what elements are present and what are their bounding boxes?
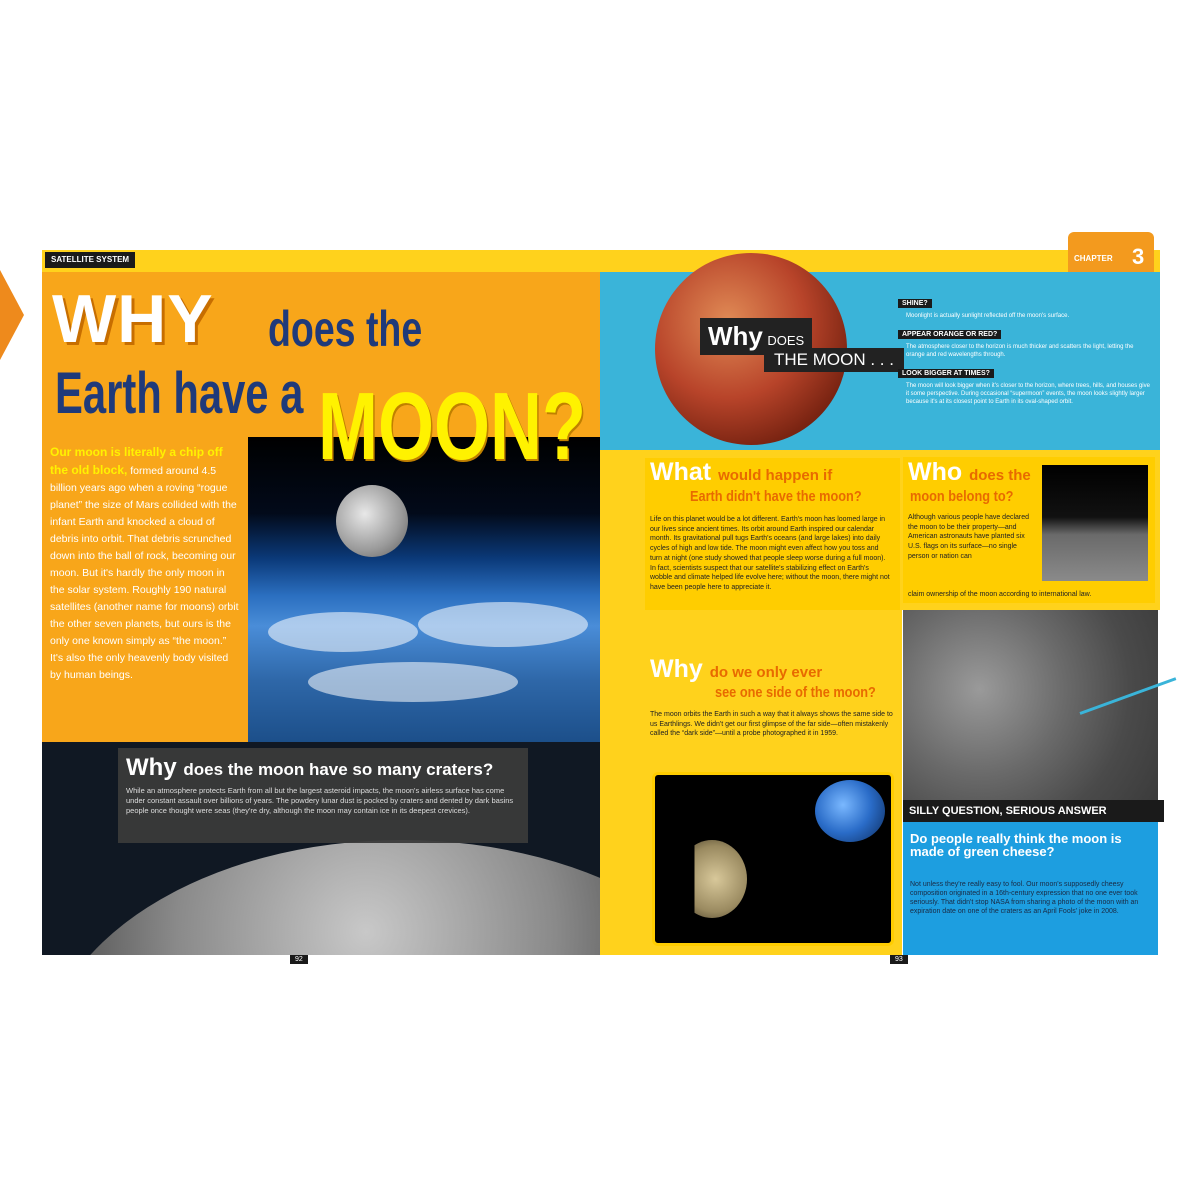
who-heading — [908, 458, 1031, 487]
craters-why: Why — [126, 754, 177, 781]
what-question-1: would happen if — [718, 467, 833, 484]
who-question-1: does the — [969, 467, 1031, 484]
craters-question: does the moon have so many craters? — [183, 760, 494, 779]
who-text: Although various people have declared the moon to be their property—and American astronauts have planted six U.S. flags on its surface—no single person or nation can — [908, 514, 1030, 560]
intro-lead: Our moon is literally a chip off the old block, — [50, 445, 223, 477]
who-question-2: moon belong to? — [910, 488, 1014, 505]
earth-moon-photo — [652, 772, 894, 946]
question-answer: The moon will look bigger when it's closer to the horizon, where trees, hills, and houses give it some perspective. During occasional “supermoon” events, the moon looks slightly larger because it's at its closest point to Earth in its oval-shaped orbit. — [906, 383, 1150, 405]
question-tag: LOOK BIGGER AT TIMES? — [898, 369, 994, 378]
craters-text: While an atmosphere protects Earth from all but the largest asteroid impacts, the moon's airless surface has come under constant assault over billions of years. The powdery lunar dust is pocked by craters and dented by dark basins people once thought were seas (they're dry, although the moon may contain ice in its deepest crevices). — [126, 786, 514, 815]
intro-text — [50, 444, 242, 684]
what-text: Life on this planet would be a lot different. Earth's moon has loomed large in our lives since ancient times. Its orbit around Earth inspired our calendar month. Its gravitational pull tugs Earth's oceans (and large lakes) into daily cycles of high and low tide. The moon might even affect how you toss and turn at night (one study showed that people sleep worse during a full moon). In fact, scientists suspect that our satellite's stabilizing effect on Earth's wobble and climate helped life evolve here; without the moon, there might not have been people here to appreciate it. — [650, 516, 890, 591]
question-tag: SHINE? — [898, 299, 932, 308]
intro-body: formed around 4.5 billion years ago when a roving “rogue planet” the size of Mars collided with the infant Earth and knocked a cloud of debris into orbit. That debris scrunched down into the ball of rock, becoming our moon. But it's hardly the only moon in the solar system. Roughly 190 natural satellites (another name for moons) orbit the other seven planets, but ours is the only one known simply as “the moon.” It's also the only heavenly body visited by human beings. — [50, 465, 239, 681]
section-tag: SATELLITE SYSTEM — [45, 252, 135, 268]
cloud-shape — [418, 602, 588, 647]
astronaut-photo — [1042, 465, 1148, 581]
who-text-2: claim ownership of the moon according to international law. — [908, 591, 1092, 598]
the-moon-label: THE MOON . . . — [764, 348, 904, 372]
what-question-2: Earth didn't have the moon? — [690, 488, 862, 505]
what-word: What — [650, 458, 712, 486]
crater-closeup-photo — [903, 610, 1158, 808]
one-side-question-1: do we only ever — [709, 664, 823, 681]
moon-image — [336, 485, 408, 557]
earth-from-space-photo — [248, 437, 600, 742]
title-why: WHY — [52, 281, 214, 357]
moon-surface-photo — [42, 840, 600, 955]
silly-question-tag: SILLY QUESTION, SERIOUS ANSWER — [903, 800, 1164, 822]
question-answer: Moonlight is actually sunlight reflected off the moon's surface. — [906, 313, 1070, 319]
chapter-label: CHAPTER — [1074, 254, 1113, 263]
page-number-right: 93 — [890, 955, 908, 964]
cloud-shape — [308, 662, 518, 702]
what-heading — [650, 458, 832, 487]
craters-heading — [126, 754, 493, 782]
chapter-number: 3 — [1132, 244, 1145, 269]
title-earth-have-a: Earth have a — [55, 361, 304, 426]
moon-questions — [898, 292, 1153, 409]
page-number-left: 92 — [290, 955, 308, 964]
chapter-tab — [1068, 232, 1154, 274]
one-side-heading — [650, 655, 822, 684]
why-word: Why — [708, 321, 763, 351]
question-tag: APPEAR ORANGE OR RED? — [898, 330, 1001, 339]
does-word: DOES — [767, 333, 805, 348]
who-word: Who — [908, 458, 963, 486]
title-moon: MOON? — [318, 373, 586, 480]
question-answer: The atmosphere closer to the horizon is much thicker and scatters the light, letting the orange and red wavelengths through. — [906, 344, 1134, 358]
half-moon-image — [677, 840, 747, 918]
cloud-shape — [268, 612, 418, 652]
cheese-question: Do people really think the moon is made of green cheese? — [910, 831, 1122, 859]
page-edge-arrow — [0, 270, 24, 360]
cheese-answer: Not unless they're really easy to fool. Our moon's supposedly cheesy composition originated in a 16th-century expression that no one ever took seriously. That didn't stop NASA from sharing a photo of the moon with an expiration date on one of the craters as an April Fools' joke in 2008. — [910, 881, 1139, 915]
one-side-word: Why — [650, 655, 703, 683]
one-side-question-2: see one side of the moon? — [715, 684, 876, 701]
earth-image — [815, 780, 885, 842]
top-bar — [42, 250, 1160, 272]
one-side-text: The moon orbits the Earth in such a way that it always shows the same side to us Earthlings. We didn't get our first glimpse of the far side—often mistakenly called the “dark side”—until a probe photographed it in 1959. — [650, 711, 893, 738]
title-does-the: does the — [268, 301, 423, 357]
